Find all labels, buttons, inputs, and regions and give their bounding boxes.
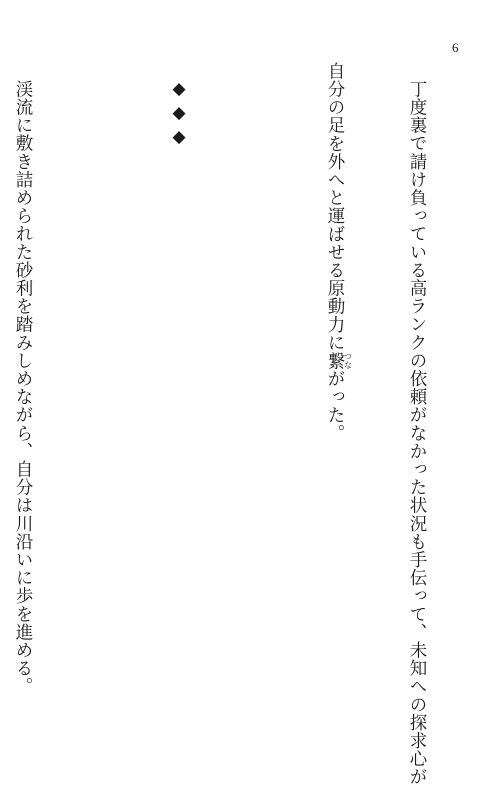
text-line-blank-2	[88, 62, 114, 662]
text-line-2	[322, 62, 352, 662]
text-line-2-tail: がった。	[325, 369, 345, 443]
text-line-1: 丁度裏で請け負っている高ランクの依頼がなかった状況も手伝って、未知への探求心が	[407, 79, 427, 786]
ruby-tsunagatta: 繋つな	[325, 351, 353, 370]
text-line-2-main: 自分の足を外へと運ばせる原動力に	[325, 62, 345, 352]
body-text	[0, 62, 482, 786]
text-line-blank	[244, 62, 270, 662]
section-separator: ◆◆◆	[169, 79, 189, 151]
page-number: 6	[452, 40, 459, 55]
text-line-3: 渓流に敷き詰められた砂利を踏みしめながら、自分は川沿いに歩を進める。	[13, 79, 33, 695]
